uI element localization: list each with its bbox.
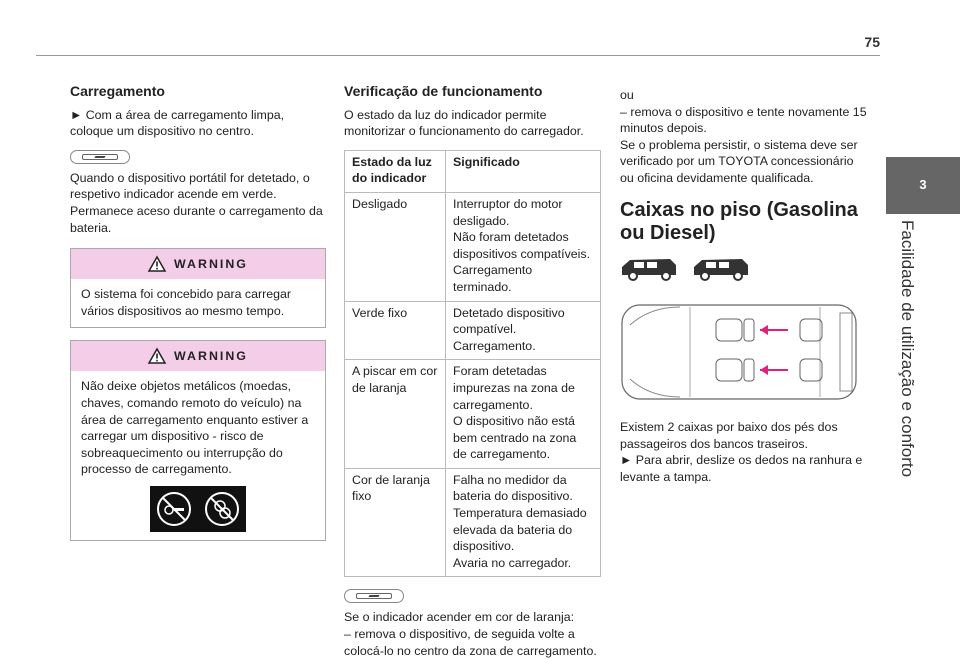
warning-box-2 bbox=[70, 340, 326, 541]
paragraph: ou bbox=[620, 88, 634, 102]
table-row bbox=[345, 192, 601, 301]
section-heading-charging: Carregamento bbox=[70, 83, 165, 99]
paragraph: Permanece aceso durante o carregamento da bateria. bbox=[70, 203, 323, 235]
van-long-icon bbox=[692, 255, 750, 281]
chapter-title bbox=[888, 220, 918, 480]
section-heading-check: Verificação de funcionamento bbox=[344, 83, 543, 99]
table-cell: Foram detetadas impurezas na zona de carregamento. O dispositivo não está bem centrado na zona de carregamento. bbox=[446, 360, 601, 469]
table-row bbox=[345, 360, 601, 469]
warning-box-1 bbox=[70, 248, 326, 328]
paragraph: Se o indicador acender em cor de laranja: bbox=[344, 610, 575, 625]
paragraph: Se o problema persistir, o sistema deve ser verificado por um TOYOTA concessionário ou oficina devidamente qualificada. bbox=[620, 137, 858, 185]
table-row bbox=[345, 301, 601, 360]
chapter-tab[interactable]: 3 bbox=[886, 157, 960, 214]
van-short-icon bbox=[620, 255, 678, 281]
column-charging bbox=[70, 83, 326, 541]
no-metal-objects-icon bbox=[150, 486, 246, 532]
table-cell: Desligado bbox=[345, 192, 446, 301]
table-cell: Interruptor do motor desligado. Não foram detetados dispositivos compatíveis. Carregamento terminado. bbox=[446, 192, 601, 301]
table-cell: A piscar em cor de laranja bbox=[345, 360, 446, 469]
paragraph: – remova o dispositivo, de seguida volte a colocá-lo no centro da zona de carregamento. bbox=[344, 627, 597, 658]
warning-header bbox=[71, 341, 325, 371]
indicator-table bbox=[344, 150, 601, 578]
section-title-floor-boxes: Caixas no piso (Gasolina ou Diesel) bbox=[620, 198, 858, 244]
table-cell: Detetado dispositivo compatível. Carregamento. bbox=[446, 301, 601, 360]
table-cell: Falha no medidor da bateria do dispositivo. Temperatura demasiado elevada da bateria do dispositivo. Avaria no carregador. bbox=[446, 468, 601, 577]
warning-text: Não deixe objetos metálicos (moedas, chaves, comando remoto do veículo) na área de carregamento enquanto estiver a carregar um dispositivo - risco de sobreaquecimento ou interrupção do processo de carregamento. bbox=[81, 379, 309, 477]
warning-text: O sistema foi concebido para carregar vários dispositivos ao mesmo tempo. bbox=[81, 287, 292, 318]
paragraph: – remova o dispositivo e tente novamente 15 minutos depois. bbox=[620, 104, 867, 136]
column-check bbox=[344, 83, 601, 659]
warning-title: WARNING bbox=[174, 349, 248, 364]
table-cell: Verde fixo bbox=[345, 301, 446, 360]
paragraph: ► Com a área de carregamento limpa, coloque um dispositivo no centro. bbox=[70, 107, 285, 139]
column-floor-boxes bbox=[620, 83, 870, 486]
page-number: 75 bbox=[864, 34, 880, 50]
warning-header bbox=[71, 249, 325, 279]
warning-triangle-icon bbox=[148, 256, 166, 272]
table-header-row bbox=[345, 150, 601, 192]
paragraph: ► Para abrir, deslize os dedos na ranhura e levante a tampa. bbox=[620, 453, 863, 484]
table-cell: Cor de laranja fixo bbox=[345, 468, 446, 577]
paragraph: Quando o dispositivo portátil for detetado, o respetivo indicador acende em verde. bbox=[70, 170, 310, 202]
charger-pad-icon bbox=[344, 589, 404, 603]
charger-pad-icon bbox=[70, 150, 130, 164]
warning-title: WARNING bbox=[174, 256, 248, 271]
prohibited-icons bbox=[71, 486, 325, 540]
paragraph: Existem 2 caixas por baixo dos pés dos passageiros dos bancos traseiros. bbox=[620, 420, 838, 451]
chapter-title-text: Facilidade de utilização e conforto bbox=[898, 220, 917, 478]
top-rule bbox=[36, 55, 880, 56]
vehicle-variants bbox=[620, 255, 870, 281]
table-header-cell: Estado da luz do indicador bbox=[345, 150, 446, 192]
warning-triangle-icon bbox=[148, 348, 166, 364]
paragraph: O estado da luz do indicador permite monitorizar o funcionamento do carregador. bbox=[344, 107, 584, 139]
table-row bbox=[345, 468, 601, 577]
table-header-cell: Significado bbox=[446, 150, 601, 192]
vehicle-floor-diagram bbox=[620, 295, 860, 405]
